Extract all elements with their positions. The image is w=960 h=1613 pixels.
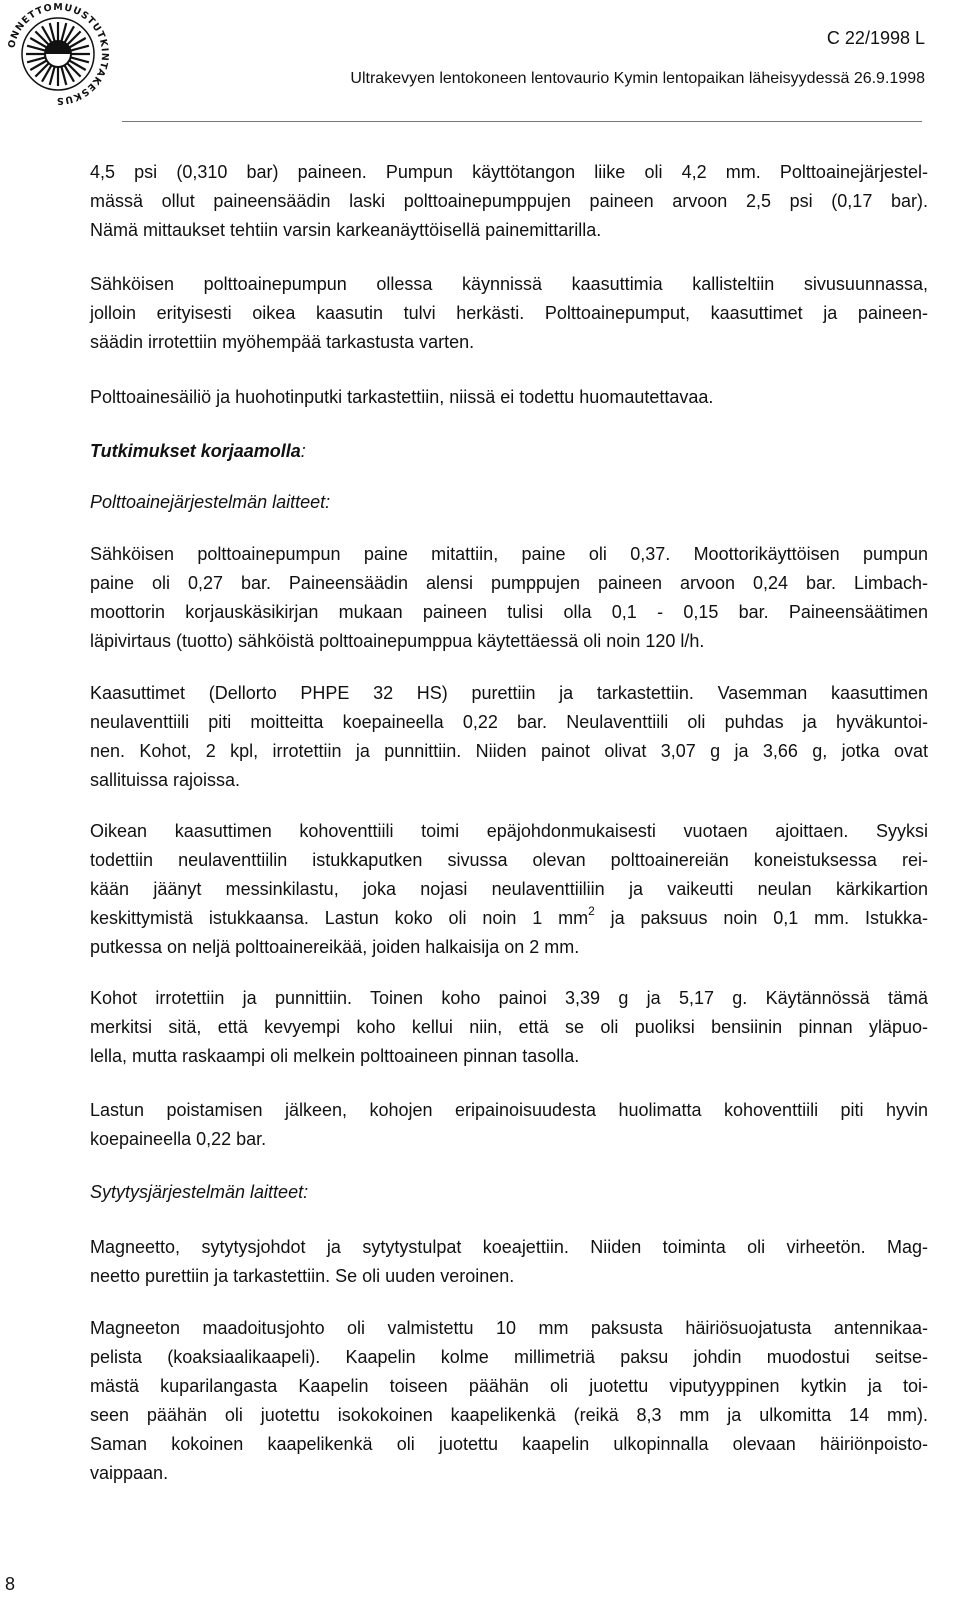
text-line: Oikean kaasuttimen kohoventtiili toimi epäjohdonmukaisesti vuotaen ajoittaen. Syyksi	[90, 821, 928, 841]
report-title: Ultrakevyen lentokoneen lentovaurio Kymin lentopaikan läheisyydessä 26.9.1998	[350, 70, 925, 87]
text-line: läpivirtaus (tuotto) sähköistä polttoainepumppua käytettäessä oli noin 120 l/h.	[90, 631, 705, 651]
header-divider	[122, 121, 922, 122]
text-segment: keskittymistä istukkaansa. Lastun koko oli noin 1 mm	[90, 908, 589, 928]
text-line: Sähköisen polttoainepumpun ollessa käynnissä kaasuttimia kallisteltiin sivusuunnassa,	[90, 274, 928, 294]
text-line	[90, 904, 928, 933]
text-line: seen päähän oli juotettu isokokoinen kaapelikenkä (reikä 8,3 mm ja ulkomitta 14 mm).	[90, 1405, 928, 1425]
paragraph	[90, 540, 928, 656]
paragraph	[90, 984, 928, 1071]
text-line: paine oli 0,27 bar. Paineensäädin alensi pumppujen paineen arvoon 0,24 bar. Limbach-	[90, 573, 928, 593]
paragraph	[90, 158, 928, 245]
paragraph	[90, 1096, 928, 1154]
text-line: todettiin neulaventtiilin istukkaputken sivussa olevan polttoainereiän koneistuksessa rei-	[90, 850, 928, 870]
text-line: Polttoainesäiliö ja huohotinputki tarkastettiin, niissä ei todettu huomautettavaa.	[90, 387, 714, 407]
paragraph	[90, 679, 928, 795]
paragraph	[90, 383, 928, 412]
text-line: neulaventtiili piti moitteitta koepaineella 0,22 bar. Neulaventtiili oli puhdas ja hyväkuntoi-	[90, 712, 928, 732]
svg-text:ONNETTOMUUSTUTKINTAKESKUS: ONNETTOMUUSTUTKINTAKESKUS	[6, 2, 111, 106]
text-line: moottorin korjauskäsikirjan mukaan paineen tulisi olla 0,1 - 0,15 bar. Paineensäätimen	[90, 602, 928, 622]
text-line: jolloin erityisesti oikea kaasutin tulvi herkästi. Polttoainepumput, kaasuttimet ja paineen-	[90, 303, 928, 323]
text-line: sallituissa rajoissa.	[90, 770, 241, 790]
paragraph	[90, 1233, 928, 1291]
subheading-text: Sytytysjärjestelmän laitteet:	[90, 1182, 309, 1202]
text-line: Nämä mittaukset tehtiin varsin karkeanäyttöisellä painemittarilla.	[90, 220, 602, 240]
text-line: putkessa on neljä polttoainereikää, joiden halkaisija on 2 mm.	[90, 937, 580, 957]
text-line: neetto purettiin ja tarkastettiin. Se oli uuden veroinen.	[90, 1266, 515, 1286]
section-heading	[90, 437, 928, 466]
subheading	[90, 488, 928, 517]
subheading-text: Polttoainejärjestelmän laitteet:	[90, 492, 331, 512]
report-code: C 22/1998 L	[826, 28, 925, 48]
paragraph	[90, 1314, 928, 1488]
paragraph	[90, 270, 928, 357]
paragraph	[90, 817, 928, 962]
text-line: Lastun poistamisen jälkeen, kohojen eripainoisuudesta huolimatta kohoventtiili piti hyvin	[90, 1100, 928, 1120]
text-line: kään jäänyt messinkilastu, joka nojasi neulaventtiiliin ja vaikeutti neulan kärkikartion	[90, 879, 928, 899]
text-line: mässä ollut paineensäädin laski polttoainepumppujen paineen arvoon 2,5 psi (0,17 bar).	[90, 191, 928, 211]
text-line: 4,5 psi (0,310 bar) paineen. Pumpun käyttötangon liike oli 4,2 mm. Polttoainejärjestel-	[90, 162, 928, 182]
text-line: säädin irrotettiin myöhempää tarkastusta varten.	[90, 332, 475, 352]
text-line: Saman kokoinen kaapelikenkä oli juotettu kaapelin ulkopinnalla olevaan häiriönpoisto-	[90, 1434, 928, 1454]
page-number: 8	[5, 1574, 16, 1594]
text-line: pelista (koaksiaalikaapeli). Kaapelin kolme millimetriä paksu johdin muodostui seitse-	[90, 1347, 928, 1367]
text-line: vaippaan.	[90, 1463, 169, 1483]
text-line: koepaineella 0,22 bar.	[90, 1129, 267, 1149]
text-line: Kaasuttimet (Dellorto PHPE 32 HS) purettiin ja tarkastettiin. Vasemman kaasuttimen	[90, 683, 928, 703]
section-heading-text: Tutkimukset korjaamolla	[90, 441, 301, 461]
text-line: merkitsi sitä, että kevyempi koho kellui niin, että se oli puoliksi bensiinin pinnan yläpuo-	[90, 1017, 928, 1037]
subheading	[90, 1178, 928, 1207]
onnettomuustutkintakeskus-seal-logo	[2, 2, 114, 106]
text-line: Magneeton maadoitusjohto oli valmistettu 10 mm paksusta häiriösuojatusta antennikaa-	[90, 1318, 928, 1338]
text-line: mästä kuparilangasta Kaapelin toiseen päähän oli juotettu viputyyppinen kytkin ja toi-	[90, 1376, 928, 1396]
text-line: nen. Kohot, 2 kpl, irrotettiin ja punnittiin. Niiden painot olivat 3,07 g ja 3,66 g, jotka ovat	[90, 741, 928, 761]
text-line: Kohot irrotettiin ja punnittiin. Toinen koho painoi 3,39 g ja 5,17 g. Käytännössä tämä	[90, 988, 928, 1008]
text-segment: ja paksuus noin 0,1 mm. Istukka-	[594, 908, 928, 928]
text-line: lella, mutta raskaampi oli melkein polttoaineen pinnan tasolla.	[90, 1046, 580, 1066]
section-heading-colon: :	[300, 441, 306, 461]
superscript: 2	[588, 904, 595, 918]
text-line: Magneetto, sytytysjohdot ja sytytystulpat koeajettiin. Niiden toiminta oli virheetön. Mag-	[90, 1237, 928, 1257]
text-line: Sähköisen polttoainepumpun paine mitattiin, paine oli 0,37. Moottorikäyttöisen pumpun	[90, 544, 928, 564]
